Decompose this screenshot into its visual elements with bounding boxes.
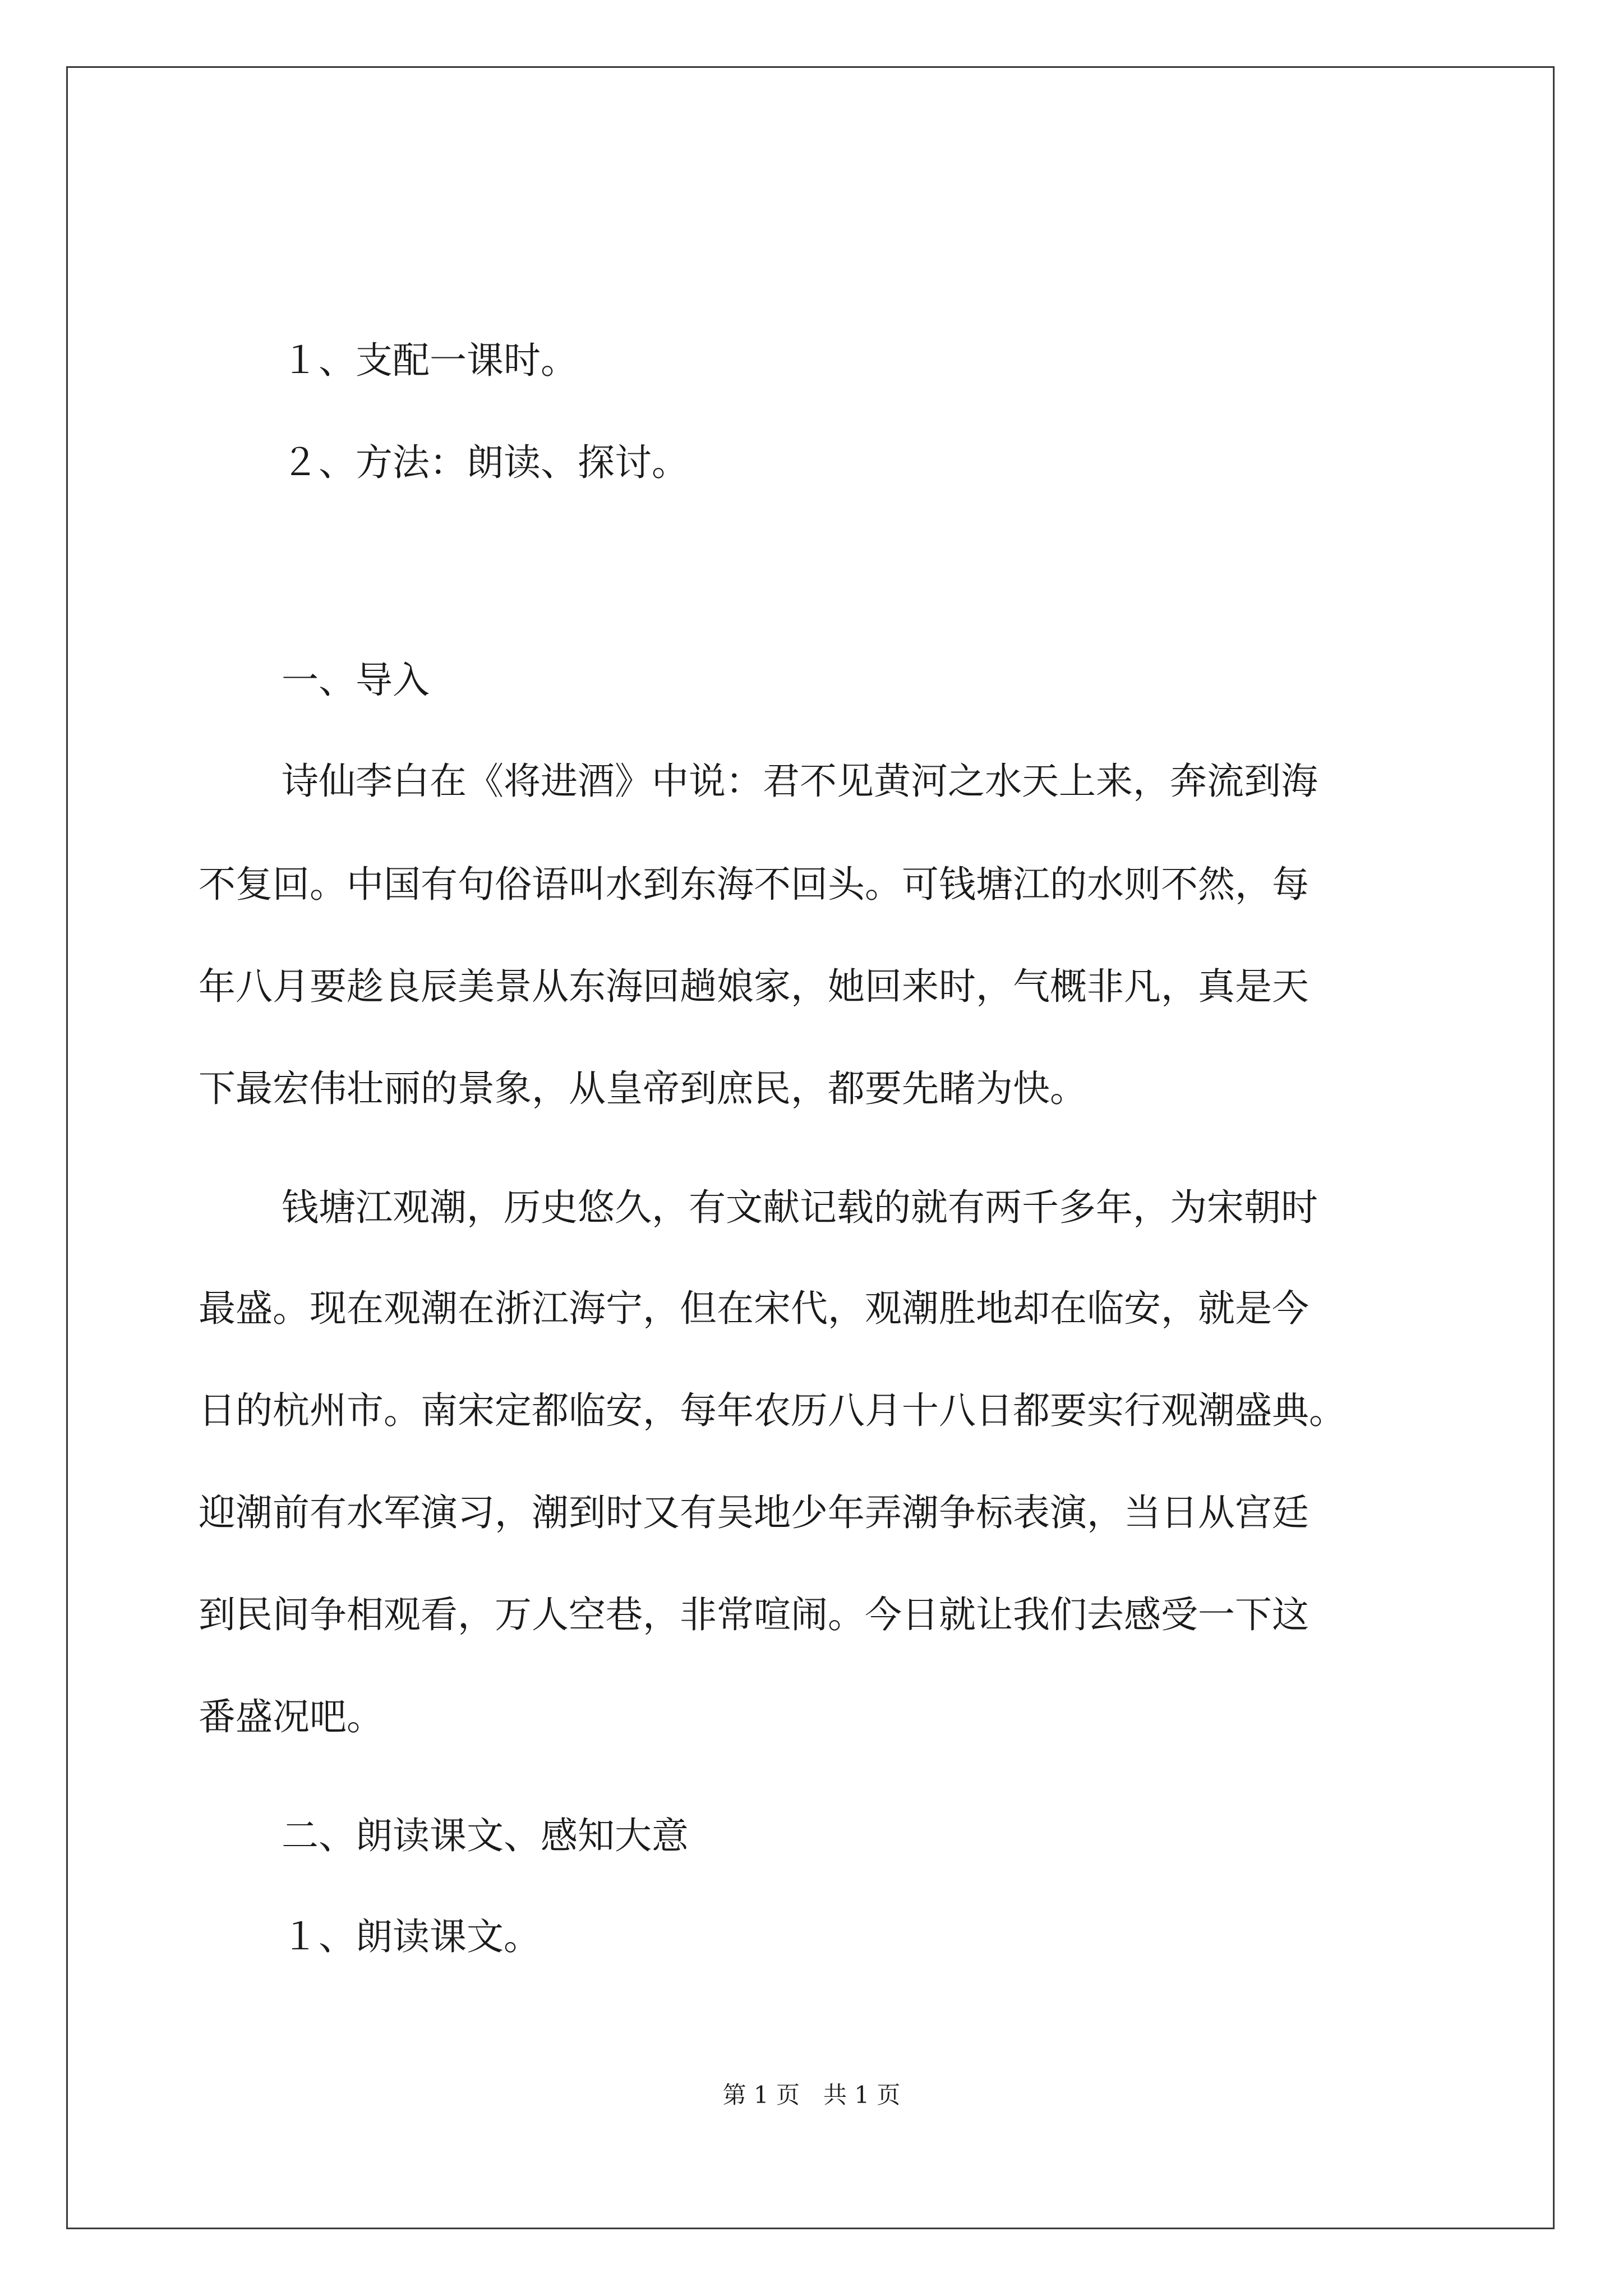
section-heading: 二、朗读课文、感知大意 <box>282 1814 689 1857</box>
paragraph-line: 最盛。现在观潮在浙江海宁，但在宋代，观潮胜地却在临安，就是今 <box>199 1287 1309 1330</box>
paragraph-line: 日的杭州市。南宋定都临安，每年农历八月十八日都要实行观潮盛典。 <box>199 1389 1346 1432</box>
paragraph-line: 到民间争相观看，万人空巷，非常喧闹。今日就让我们去感受一下这 <box>199 1593 1309 1636</box>
paragraph-line: 诗仙李白在《将进酒》中说：君不见黄河之水天上来，奔流到海 <box>282 760 1318 803</box>
section-heading: 一、导入 <box>282 659 430 702</box>
paragraph-line: 番盛况吧。 <box>199 1695 384 1738</box>
paragraph-line: １、支配一课时。 <box>282 339 578 382</box>
paragraph-line: 迎潮前有水军演习，潮到时又有吴地少年弄潮争标表演，当日从宫廷 <box>199 1491 1309 1534</box>
paragraph-line: 下最宏伟壮丽的景象，从皇帝到庶民，都要先睹为快。 <box>199 1067 1087 1110</box>
paragraph-line: 年八月要趁良辰美景从东海回趟娘家，她回来时，气概非凡，真是天 <box>199 965 1309 1008</box>
page-border <box>66 66 1555 2229</box>
paragraph-line: 钱塘江观潮，历史悠久，有文献记载的就有两千多年，为宋朝时 <box>282 1186 1318 1229</box>
paragraph-line: 不复回。中国有句俗语叫水到东海不回头。可钱塘江的水则不然，每 <box>199 863 1309 906</box>
paragraph-line: １、朗读课文。 <box>282 1915 541 1958</box>
page-footer: 第 1 页 共 1 页 <box>722 2081 901 2109</box>
paragraph-line: ２、方法：朗读、探讨。 <box>282 441 689 484</box>
